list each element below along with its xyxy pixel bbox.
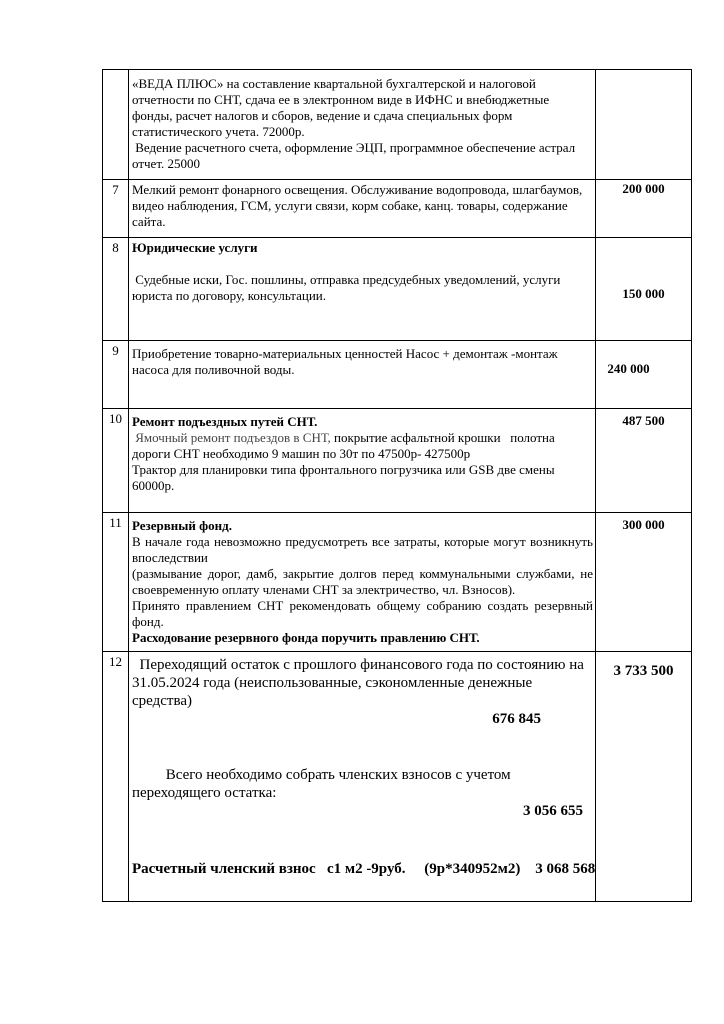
row-text: (размывание дорог, дамб, закрытие долгов перед коммунальными службами, не своевременную оплату членами СНТ за электричество, чл. Взносов). (132, 566, 593, 597)
row-text: Переходящий остаток с прошлого финансового года по состоянию на 31.05.2024 года (неиспользованные, сэкономленные денежные средства) (132, 657, 588, 709)
amount-value: 150 000 (622, 286, 665, 301)
table-row (103, 238, 692, 341)
budget-table (102, 69, 692, 902)
row-title: Юридические услуги (132, 240, 258, 255)
collect-value: 3 056 655 (523, 803, 583, 819)
table-row (103, 652, 692, 902)
text-line: статистического учета. 72000р. (132, 124, 305, 139)
table-row (103, 409, 692, 513)
text-line: «ВЕДА ПЛЮС» на составление квартальной бухгалтерской и налоговой (132, 76, 536, 91)
row-amount (596, 652, 692, 902)
row-description (129, 341, 596, 409)
amount-value: 3 733 500 (613, 663, 674, 679)
text-line: фонды, расчет налогов и сборов, ведение и сдача специальных форм (132, 108, 513, 123)
row-description (129, 180, 596, 238)
text-line: отчет. 25000 (132, 156, 201, 171)
row-text-gray: Ямочный ремонт подъездов в СНТ, (132, 430, 331, 445)
row-number: 8 (103, 238, 129, 341)
amount-value: 300 000 (622, 517, 665, 532)
row-number: 12 (103, 652, 129, 902)
row-amount (596, 70, 692, 180)
row-description (129, 238, 596, 341)
row-title: Ремонт подъездных путей СНТ. (132, 414, 318, 429)
row-text: В начале года невозможно предусмотреть все затраты, которые могут возникнуть впоследствии (132, 534, 593, 565)
amount-value: 487 500 (622, 413, 665, 428)
row-amount (596, 180, 692, 238)
table-row (103, 341, 692, 409)
row-text: Трактор для планировки типа фронтального погрузчика или GSB две смены 60000р. (132, 462, 555, 493)
text-line: Ведение расчетного счета, оформление ЭЦП, программное обеспечение астрал (132, 140, 576, 155)
row-number: 7 (103, 180, 129, 238)
row-text: Мелкий ремонт фонарного освещения. Обслуживание водопровода, шлагбаумов, видео наблюдения, ГСМ, услуги связи, корм собаке, канц. товары, содержание сайта. (132, 182, 583, 229)
row-number: 11 (103, 513, 129, 652)
amount-value: 200 000 (622, 181, 665, 196)
remainder-value: 676 845 (492, 711, 541, 727)
row-description (129, 652, 596, 902)
fee-calculation: Расчетный членский взнос с1 м2 -9руб. (9р*340952м2) 3 068 568 (132, 861, 596, 877)
row-amount (596, 238, 692, 341)
row-text: покрытие асфальтной крошки полотна дороги СНТ необходимо 9 машин по 30т по 47500р- 427500р (132, 430, 559, 461)
row-number: 9 (103, 341, 129, 409)
row-amount (596, 409, 692, 513)
table-row (103, 180, 692, 238)
row-text: Расходование резервного фонда поручить правлению СНТ. (132, 630, 480, 645)
row-number (103, 70, 129, 180)
row-text: Судебные иски, Гос. пошлины, отправка предсудебных уведомлений, услуги юриста по договору, консультации. (132, 272, 564, 303)
row-title: Резервный фонд. (132, 518, 232, 533)
row-description (129, 409, 596, 513)
row-description (129, 70, 596, 180)
collect-text: Всего необходимо собрать членских взносов с учетом переходящего остатка: (132, 767, 515, 801)
row-amount (596, 341, 692, 409)
row-text: Приобретение товарно-материальных ценностей Насос + демонтаж -монтаж насоса для поливочной воды. (132, 346, 558, 377)
text-line: отчетности по СНТ, сдача ее в электронном виде в ИФНС и внебюджетные (132, 92, 550, 107)
table-row (103, 70, 692, 180)
row-description (129, 513, 596, 652)
row-number: 10 (103, 409, 129, 513)
row-amount (596, 513, 692, 652)
row-text: Принято правлением СНТ рекомендовать общему собранию создать резервный фонд. (132, 598, 593, 629)
table-row (103, 513, 692, 652)
amount-value: 240 000 (607, 361, 650, 376)
